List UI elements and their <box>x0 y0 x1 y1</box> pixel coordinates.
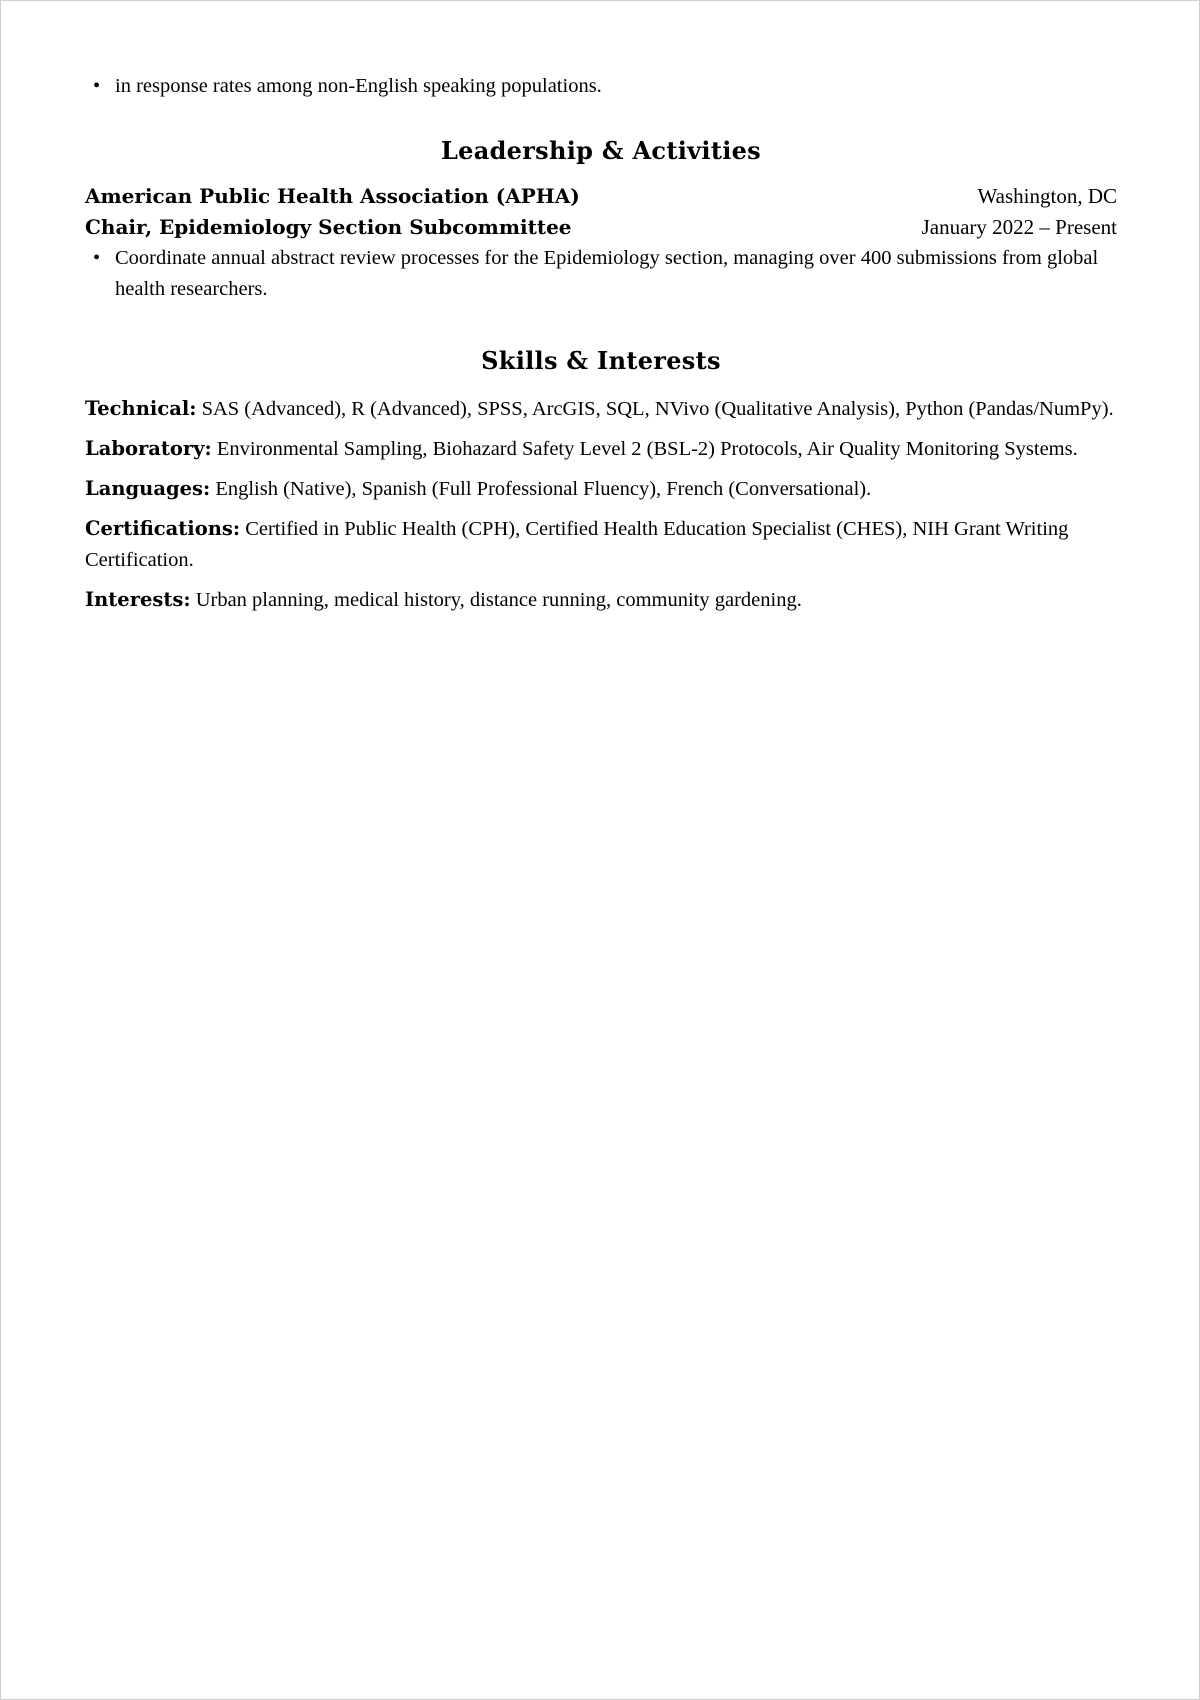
skill-label: Technical: <box>85 397 197 420</box>
role-dates: January 2022 – Present <box>921 215 1117 239</box>
skill-technical <box>85 393 1117 425</box>
skill-label: Languages: <box>85 477 211 500</box>
resume-content <box>85 71 1117 624</box>
skill-value: Urban planning, medical history, distance running, community gardening. <box>195 589 802 611</box>
organization-name: American Public Health Association (APHA) <box>85 184 580 208</box>
entry-header-row <box>85 181 1117 212</box>
leadership-section-heading: Leadership & Activities <box>440 136 761 165</box>
role-title: Chair, Epidemiology Section Subcommittee <box>85 215 572 239</box>
list-item <box>85 71 1117 102</box>
entry-role-row <box>85 212 1117 243</box>
skill-value: Certified in Public Health (CPH), Certified Health Education Specialist (CHES), NIH Grant Writing Certification. <box>85 518 1069 571</box>
bullet-icon: • <box>93 75 101 97</box>
skills-list <box>85 393 1117 616</box>
bullet-text: in response rates among non-English speaking populations. <box>115 75 602 97</box>
skill-laboratory <box>85 433 1117 465</box>
bullet-text: Coordinate annual abstract review processes for the Epidemiology section, managing over 400 submissions from global health researchers. <box>115 247 1099 300</box>
leadership-entry <box>85 181 1117 305</box>
skill-interests <box>85 584 1117 616</box>
experience-bullet-list-continued <box>85 71 1117 102</box>
skill-certifications <box>85 513 1117 576</box>
skill-value: English (Native), Spanish (Full Professional Fluency), French (Conversational). <box>215 478 872 500</box>
leadership-bullet-list <box>85 243 1117 305</box>
skill-label: Certifications: <box>85 517 241 540</box>
skill-label: Laboratory: <box>85 437 212 460</box>
skill-label: Interests: <box>85 588 191 611</box>
list-item <box>85 243 1117 305</box>
bullet-icon: • <box>93 247 101 269</box>
skill-languages <box>85 473 1117 505</box>
skills-section-heading: Skills & Interests <box>481 346 721 375</box>
organization-location: Washington, DC <box>977 184 1117 208</box>
skill-value: Environmental Sampling, Biohazard Safety Level 2 (BSL-2) Protocols, Air Quality Monitoring Systems. <box>216 438 1078 460</box>
skill-value: SAS (Advanced), R (Advanced), SPSS, ArcGIS, SQL, NVivo (Qualitative Analysis), Python (Pandas/NumPy). <box>201 398 1114 420</box>
